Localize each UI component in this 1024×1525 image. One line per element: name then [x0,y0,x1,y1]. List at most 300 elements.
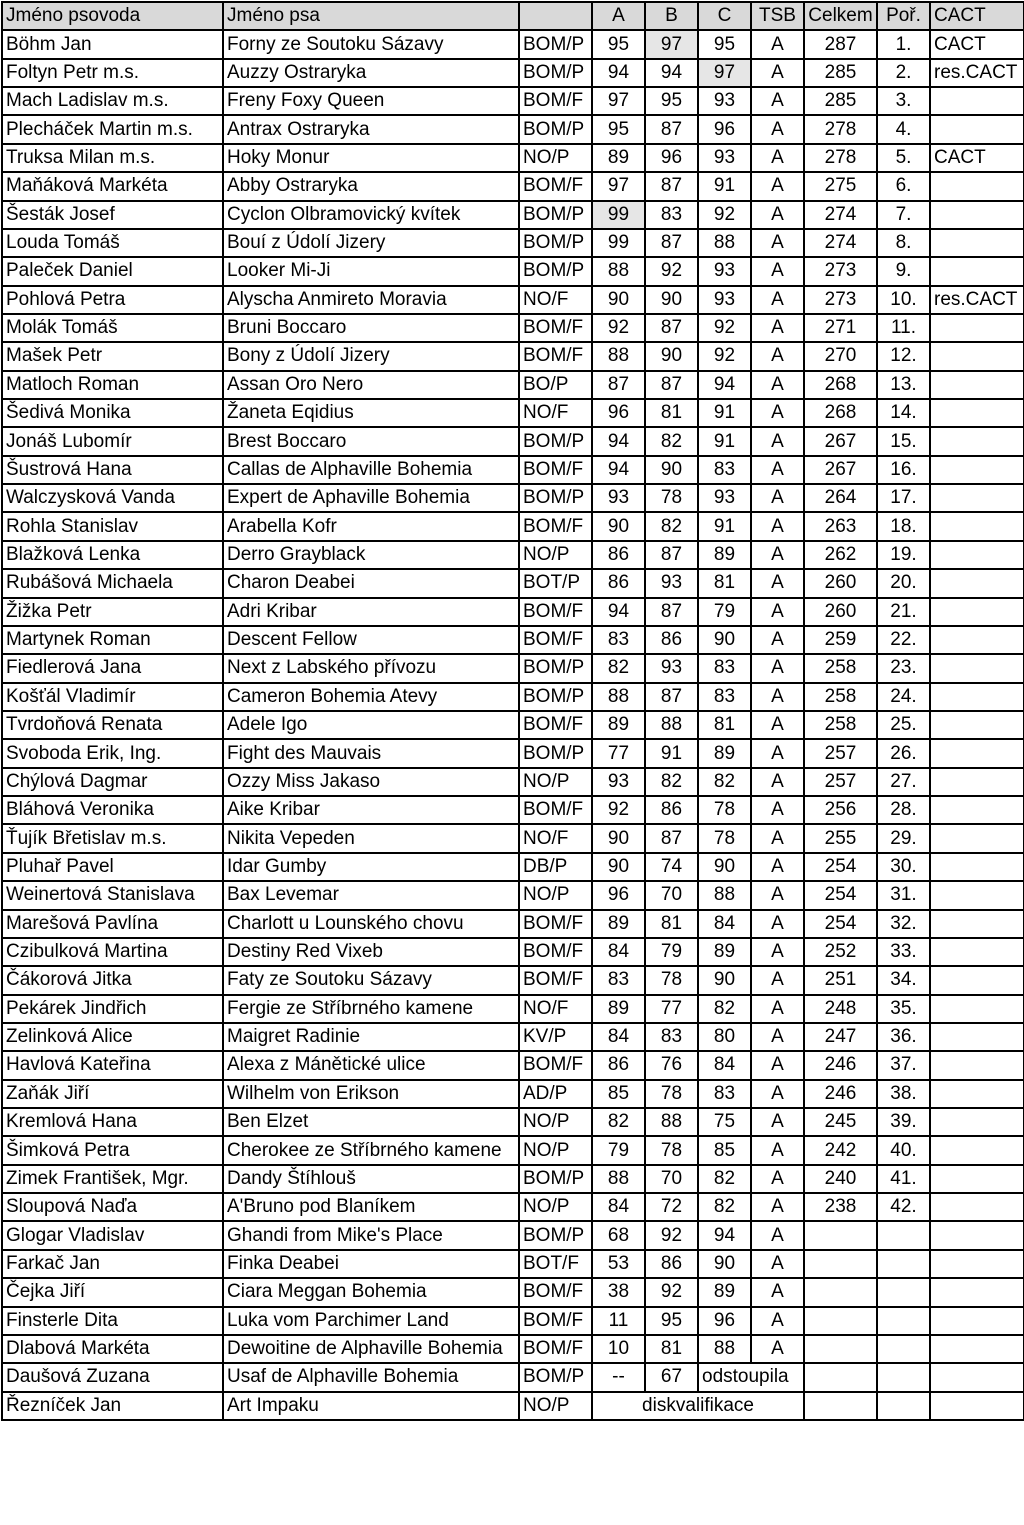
cell-cact [930,1307,1024,1335]
table-row [2,1307,1024,1335]
cell-c: 96 [698,1307,751,1335]
cell-total [804,1363,877,1391]
cell-cact [930,938,1024,966]
cell-a: 84 [592,1023,645,1051]
cell-a: 90 [592,512,645,540]
cell-b: 81 [645,399,698,427]
cell-tsb: A [751,881,804,909]
cell-handler: Farkač Jan [2,1250,223,1278]
cell-handler: Daušová Zuzana [2,1363,223,1391]
cell-c: 92 [698,342,751,370]
cell-handler: Zelinková Alice [2,1023,223,1051]
cell-c: 91 [698,512,751,540]
cell-a: 82 [592,654,645,682]
cell-a: 89 [592,995,645,1023]
cell-rank: 27. [877,768,930,796]
cell-tsb: A [751,1278,804,1306]
cell-tsb: A [751,456,804,484]
cell-a: 97 [592,172,645,200]
cell-tsb: A [751,1108,804,1136]
cell-a: 68 [592,1221,645,1249]
cell-total: 242 [804,1136,877,1164]
cell-handler: Rohla Stanislav [2,512,223,540]
cell-handler: Molák Tomáš [2,314,223,342]
cell-category: BOM/P [519,201,592,229]
cell-c: 83 [698,683,751,711]
cell-dog: Žaneta Eqidius [223,399,519,427]
cell-category: BOM/P [519,30,592,58]
cell-b: 83 [645,201,698,229]
cell-b: 96 [645,144,698,172]
cell-tsb: A [751,512,804,540]
cell-b: 78 [645,966,698,994]
cell-cact [930,427,1024,455]
cell-handler: Matloch Roman [2,371,223,399]
cell-category: BOM/P [519,257,592,285]
cell-category: BOT/F [519,1250,592,1278]
cell-cact [930,1335,1024,1363]
cell-tsb: A [751,711,804,739]
cell-dog: Derro Grayblack [223,541,519,569]
cell-b: 81 [645,1335,698,1363]
cell-c: 80 [698,1023,751,1051]
cell-b: 86 [645,796,698,824]
cell-handler: Žižka Petr [2,598,223,626]
cell-tsb: A [751,824,804,852]
cell-total: 267 [804,456,877,484]
cell-tsb: A [751,541,804,569]
cell-b: 92 [645,1278,698,1306]
cell-dog: Ghandi from Mike's Place [223,1221,519,1249]
table-row [2,768,1024,796]
cell-a: 86 [592,1051,645,1079]
cell-dog: Bruni Boccaro [223,314,519,342]
cell-c: 89 [698,1278,751,1306]
cell-a: 88 [592,342,645,370]
table-row [2,1108,1024,1136]
cell-dog: Faty ze Soutoku Sázavy [223,966,519,994]
cell-rank: 38. [877,1080,930,1108]
cell-category: BOM/F [519,938,592,966]
table-row [2,824,1024,852]
cell-tsb: A [751,739,804,767]
cell-b: 87 [645,683,698,711]
cell-rank: 5. [877,144,930,172]
cell-rank: 28. [877,796,930,824]
cell-category: NO/F [519,824,592,852]
cell-c: 89 [698,739,751,767]
table-row [2,1051,1024,1079]
cell-rank: 3. [877,87,930,115]
cell-category: BOM/F [519,711,592,739]
cell-dog: Maigret Radinie [223,1023,519,1051]
cell-handler: Mach Ladislav m.s. [2,87,223,115]
cell-c: 90 [698,1250,751,1278]
cell-handler: Havlová Kateřina [2,1051,223,1079]
cell-a: 94 [592,59,645,87]
table-row [2,853,1024,881]
cell-b: 87 [645,598,698,626]
cell-dog: Cameron Bohemia Atevy [223,683,519,711]
cell-dog: Expert de Aphaville Bohemia [223,484,519,512]
cell-b: 88 [645,711,698,739]
status-note: diskvalifikace [592,1392,804,1420]
cell-tsb: A [751,1165,804,1193]
cell-handler: Chýlová Dagmar [2,768,223,796]
cell-rank: 30. [877,853,930,881]
cell-handler: Čákorová Jitka [2,966,223,994]
cell-tsb: A [751,995,804,1023]
cell-category: BOM/F [519,626,592,654]
cell-handler: Čejka Jiří [2,1278,223,1306]
header-c: C [698,2,751,30]
cell-total: 285 [804,87,877,115]
cell-dog: Fight des Mauvais [223,739,519,767]
cell-a: 82 [592,1108,645,1136]
table-row [2,1023,1024,1051]
cell-category: NO/F [519,286,592,314]
cell-dog: Alyscha Anmireto Moravia [223,286,519,314]
cell-rank: 8. [877,229,930,257]
cell-handler: Glogar Vladislav [2,1221,223,1249]
cell-b: 82 [645,512,698,540]
cell-handler: Pekárek Jindřich [2,995,223,1023]
cell-category: NO/P [519,1392,592,1420]
cell-rank: 20. [877,569,930,597]
cell-cact [930,1136,1024,1164]
table-row [2,541,1024,569]
cell-b: 95 [645,87,698,115]
table-row [2,1136,1024,1164]
cell-total: 251 [804,966,877,994]
cell-tsb: A [751,910,804,938]
table-row [2,1165,1024,1193]
cell-total [804,1307,877,1335]
cell-cact [930,683,1024,711]
cell-a: 79 [592,1136,645,1164]
cell-category: BOM/F [519,1307,592,1335]
cell-handler: Rubášová Michaela [2,569,223,597]
cell-total: 260 [804,598,877,626]
cell-category: NO/P [519,144,592,172]
cell-rank: 17. [877,484,930,512]
cell-c: 88 [698,229,751,257]
cell-a: 99 [592,229,645,257]
cell-rank: 32. [877,910,930,938]
cell-handler: Šesták Josef [2,201,223,229]
cell-b: 81 [645,910,698,938]
cell-rank: 31. [877,881,930,909]
cell-cact [930,910,1024,938]
cell-total: 264 [804,484,877,512]
cell-c: 78 [698,824,751,852]
cell-dog: Fergie ze Stříbrného kamene [223,995,519,1023]
header-total: Celkem [804,2,877,30]
cell-rank: 23. [877,654,930,682]
cell-rank: 29. [877,824,930,852]
cell-rank: 19. [877,541,930,569]
cell-rank [877,1392,930,1420]
cell-total [804,1335,877,1363]
cell-category: BOM/F [519,314,592,342]
cell-cact [930,995,1024,1023]
cell-handler: Foltyn Petr m.s. [2,59,223,87]
cell-dog: Bouí z Údolí Jizery [223,229,519,257]
cell-a: 99 [592,201,645,229]
cell-handler: Marešová Pavlína [2,910,223,938]
cell-b: 88 [645,1108,698,1136]
cell-category: BOM/F [519,1335,592,1363]
cell-cact [930,569,1024,597]
cell-total: 240 [804,1165,877,1193]
cell-rank: 13. [877,371,930,399]
cell-total: 246 [804,1080,877,1108]
cell-total: 270 [804,342,877,370]
table-row [2,881,1024,909]
table-row [2,654,1024,682]
cell-tsb: A [751,598,804,626]
cell-c: 93 [698,257,751,285]
cell-dog: Next z Labského přívozu [223,654,519,682]
cell-handler: Zimek František, Mgr. [2,1165,223,1193]
cell-b: 87 [645,314,698,342]
table-row [2,1335,1024,1363]
cell-total: 257 [804,768,877,796]
cell-dog: Art Impaku [223,1392,519,1420]
cell-b: 76 [645,1051,698,1079]
table-row [2,314,1024,342]
cell-c: 82 [698,768,751,796]
cell-dog: Callas de Alphaville Bohemia [223,456,519,484]
cell-c: 78 [698,796,751,824]
cell-dog: Finka Deabei [223,1250,519,1278]
cell-c: 82 [698,995,751,1023]
cell-rank: 11. [877,314,930,342]
cell-handler: Šustrová Hana [2,456,223,484]
cell-tsb: A [751,59,804,87]
cell-category: BOM/F [519,796,592,824]
cell-cact [930,1051,1024,1079]
cell-a: 11 [592,1307,645,1335]
cell-c: 90 [698,966,751,994]
cell-tsb: A [751,201,804,229]
cell-a: 38 [592,1278,645,1306]
cell-rank [877,1363,930,1391]
cell-dog: Usaf de Alphaville Bohemia [223,1363,519,1391]
cell-rank: 15. [877,427,930,455]
cell-total: 268 [804,371,877,399]
cell-total: 254 [804,881,877,909]
cell-c: 90 [698,626,751,654]
cell-b: 91 [645,739,698,767]
cell-category: BOM/F [519,598,592,626]
header-b: B [645,2,698,30]
cell-dog: A'Bruno pod Blaníkem [223,1193,519,1221]
cell-handler: Blažková Lenka [2,541,223,569]
cell-dog: Wilhelm von Erikson [223,1080,519,1108]
cell-cact [930,1108,1024,1136]
cell-total: 248 [804,995,877,1023]
cell-b: 86 [645,626,698,654]
cell-rank: 40. [877,1136,930,1164]
cell-cact [930,1363,1024,1391]
cell-cact [930,541,1024,569]
cell-category: BOM/P [519,115,592,143]
table-row [2,1278,1024,1306]
cell-b: 93 [645,654,698,682]
cell-b: 78 [645,1080,698,1108]
cell-tsb: A [751,314,804,342]
cell-total: 258 [804,654,877,682]
cell-tsb: A [751,30,804,58]
cell-rank: 16. [877,456,930,484]
cell-rank: 6. [877,172,930,200]
cell-c: 88 [698,881,751,909]
cell-tsb: A [751,796,804,824]
cell-c: 88 [698,1335,751,1363]
table-row [2,59,1024,87]
cell-total: 258 [804,711,877,739]
table-row [2,456,1024,484]
cell-c: 93 [698,87,751,115]
cell-c: 91 [698,399,751,427]
cell-handler: Ťujík Břetislav m.s. [2,824,223,852]
cell-handler: Dlabová Markéta [2,1335,223,1363]
cell-c: 75 [698,1108,751,1136]
cell-tsb: A [751,768,804,796]
cell-dog: Freny Foxy Queen [223,87,519,115]
cell-total: 267 [804,427,877,455]
table-row [2,115,1024,143]
cell-total: 258 [804,683,877,711]
cell-cact [930,1080,1024,1108]
cell-c: 89 [698,541,751,569]
cell-total: 254 [804,853,877,881]
cell-category: BOM/F [519,1278,592,1306]
cell-rank [877,1221,930,1249]
cell-handler: Zaňák Jiří [2,1080,223,1108]
cell-b: 90 [645,342,698,370]
table-row [2,1221,1024,1249]
cell-c: 82 [698,1165,751,1193]
header-rank: Poř. [877,2,930,30]
cell-cact [930,484,1024,512]
cell-b: 87 [645,824,698,852]
cell-dog: Charlott u Lounského chovu [223,910,519,938]
table-row [2,87,1024,115]
table-row [2,1363,1024,1391]
cell-tsb: A [751,1136,804,1164]
table-row [2,30,1024,58]
cell-a: 86 [592,569,645,597]
cell-b: 83 [645,1023,698,1051]
cell-cact: CACT [930,144,1024,172]
table-row [2,1080,1024,1108]
cell-category: BOM/P [519,1363,592,1391]
cell-category: NO/F [519,995,592,1023]
cell-tsb: A [751,683,804,711]
cell-total: 260 [804,569,877,597]
cell-cact [930,768,1024,796]
cell-a: 94 [592,427,645,455]
cell-handler: Paleček Daniel [2,257,223,285]
cell-c: 79 [698,598,751,626]
cell-cact: CACT [930,30,1024,58]
header-row [2,2,1024,30]
table-row [2,286,1024,314]
cell-a: 94 [592,598,645,626]
cell-b: 74 [645,853,698,881]
cell-category: NO/P [519,1108,592,1136]
cell-category: NO/P [519,768,592,796]
cell-b: 82 [645,427,698,455]
cell-tsb: A [751,399,804,427]
cell-dog: Abby Ostraryka [223,172,519,200]
cell-rank: 35. [877,995,930,1023]
table-row [2,172,1024,200]
cell-category: NO/P [519,541,592,569]
cell-b: 87 [645,172,698,200]
table-row [2,1392,1024,1420]
cell-tsb: A [751,1193,804,1221]
header-handler: Jméno psovoda [2,2,223,30]
cell-dog: Descent Fellow [223,626,519,654]
cell-b: 82 [645,768,698,796]
cell-handler: Kremlová Hana [2,1108,223,1136]
cell-total: 254 [804,910,877,938]
cell-tsb: A [751,87,804,115]
cell-a: 90 [592,286,645,314]
cell-cact [930,1250,1024,1278]
cell-b: 72 [645,1193,698,1221]
header-category [519,2,592,30]
cell-dog: Looker Mi-Ji [223,257,519,285]
cell-category: BOM/P [519,59,592,87]
cell-rank: 10. [877,286,930,314]
cell-tsb: A [751,626,804,654]
cell-a: 93 [592,768,645,796]
cell-rank: 42. [877,1193,930,1221]
cell-b: 92 [645,257,698,285]
cell-b: 90 [645,456,698,484]
cell-tsb: A [751,1307,804,1335]
cell-c: 81 [698,569,751,597]
cell-c: 93 [698,484,751,512]
cell-c: 91 [698,427,751,455]
cell-rank: 22. [877,626,930,654]
cell-cact [930,626,1024,654]
cell-dog: Idar Gumby [223,853,519,881]
cell-tsb: A [751,484,804,512]
cell-total: 273 [804,257,877,285]
cell-handler: Šedivá Monika [2,399,223,427]
cell-category: BOM/P [519,683,592,711]
header-dog: Jméno psa [223,2,519,30]
cell-total: 278 [804,115,877,143]
cell-c: 96 [698,115,751,143]
table-row [2,512,1024,540]
cell-b: 94 [645,59,698,87]
cell-dog: Adri Kribar [223,598,519,626]
cell-cact [930,257,1024,285]
table-row [2,371,1024,399]
cell-c: 92 [698,314,751,342]
cell-c: 81 [698,711,751,739]
cell-c: 83 [698,1080,751,1108]
cell-handler: Sloupová Naďa [2,1193,223,1221]
cell-total: 256 [804,796,877,824]
cell-rank: 33. [877,938,930,966]
